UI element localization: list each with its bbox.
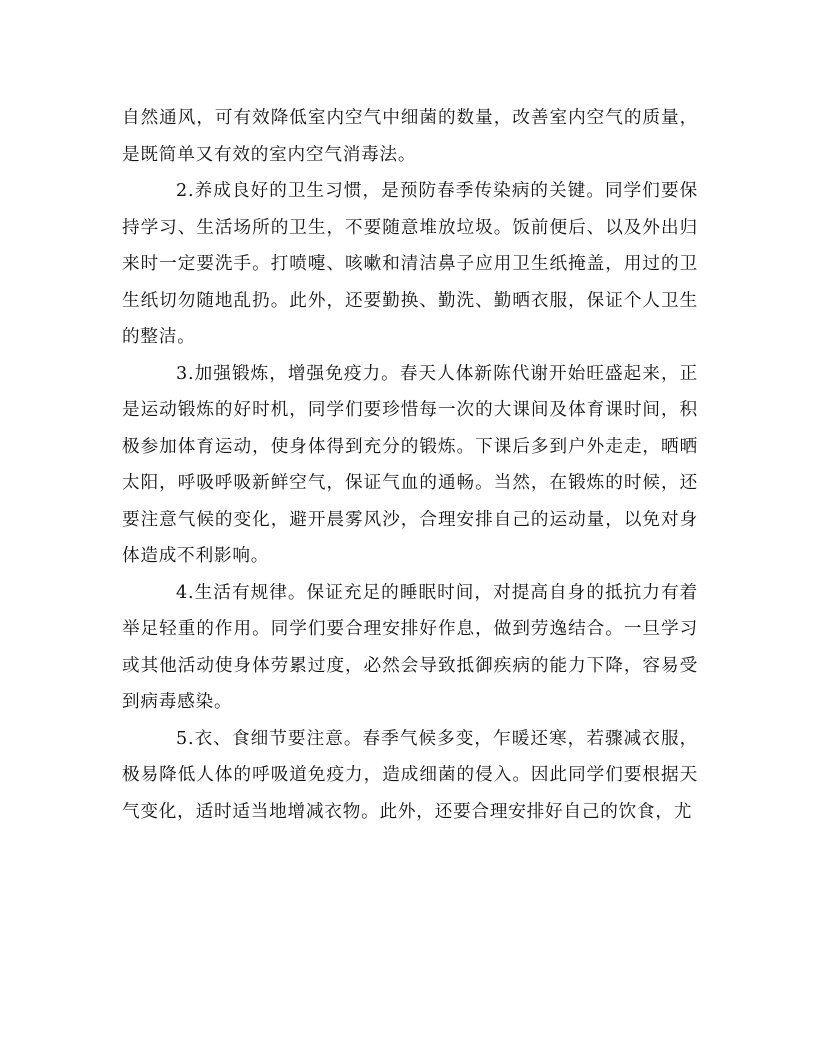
document-body [122, 100, 698, 830]
paragraph-hygiene-habits: 2.养成良好的卫生习惯，是预防春季传染病的关键。同学们要保持学习、生活场所的卫生，不要随意堆放垃圾。饭前便后、以及外出归来时一定要洗手。打喷嚏、咳嗽和清洁鼻子应用卫生纸掩盖，用过的卫生纸切勿随地乱扔。此外，还要勤换、勤洗、勤晒衣服，保证个人卫生的整洁。 [122, 181, 698, 347]
paragraph-clothing-food: 5.衣、食细节要注意。春季气候多变，乍暖还寒，若骤减衣服，极易降低人体的呼吸道免疫力，造成细菌的侵入。因此同学们要根据天气变化，适时适当地增减衣物。此外，还要合理安排好自己的饮食，尤 [122, 728, 698, 822]
paragraph-exercise: 3.加强锻炼，增强免疫力。春天人体新陈代谢开始旺盛起来，正是运动锻炼的好时机，同学们要珍惜每一次的大课间及体育课时间，积极参加体育运动，使身体得到充分的锻炼。下课后多到户外走走，晒晒太阳，呼吸呼吸新鲜空气，保证气血的通畅。当然，在锻炼的时候，还要注意气候的变化，避开晨雾风沙，合理安排自己的运动量，以免对身体造成不利影响。 [122, 363, 698, 566]
paragraph-ventilation-continued: 自然通风，可有效降低室内空气中细菌的数量，改善室内空气的质量，是既简单又有效的室内空气消毒法。 [122, 108, 698, 165]
paragraph-regular-life: 4.生活有规律。保证充足的睡眠时间，对提高自身的抵抗力有着举足轻重的作用。同学们要合理安排好作息，做到劳逸结合。一旦学习或其他活动使身体劳累过度，必然会导致抵御疾病的能力下降，容易受到病毒感染。 [122, 582, 698, 712]
